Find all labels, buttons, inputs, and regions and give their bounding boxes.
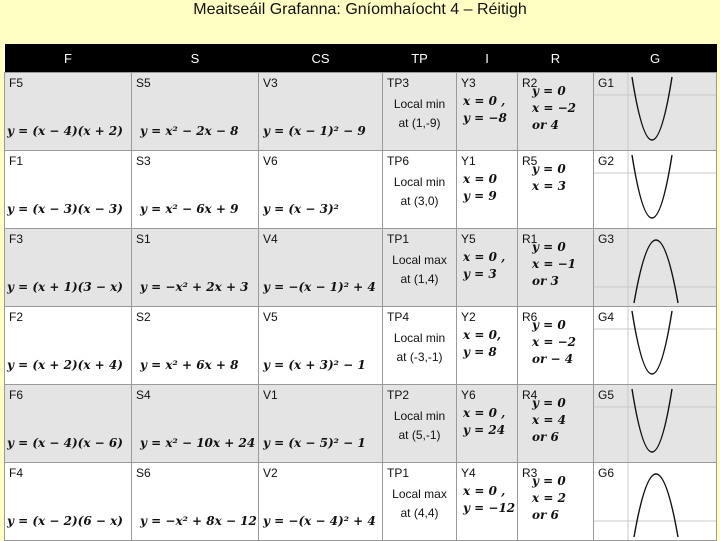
standard-code: S5 xyxy=(136,76,151,90)
roots-y: y = 0 xyxy=(532,396,566,410)
cell-roots xyxy=(518,151,594,229)
cell-completed-square xyxy=(259,151,383,229)
intercept-y: y = 24 xyxy=(463,423,506,437)
standard-equation: y = −x² + 2x + 3 xyxy=(140,280,249,294)
roots-code: R2 xyxy=(522,76,538,90)
turning-point-coords: at (1,4) xyxy=(400,272,439,286)
roots-or: or 6 xyxy=(532,430,559,444)
matching-table xyxy=(4,44,717,541)
factorised-equation: y = (x − 4)(x + 2) xyxy=(7,124,123,138)
cell-roots xyxy=(518,73,594,151)
roots-code: R6 xyxy=(522,310,538,324)
cell-intercept xyxy=(457,229,518,307)
roots-y: y = 0 xyxy=(532,240,566,254)
graph-code: G5 xyxy=(598,388,615,402)
completed-square-code: V3 xyxy=(263,76,278,90)
roots-x: x = 3 xyxy=(532,179,566,193)
cell-factorised xyxy=(5,151,132,229)
intercept-code: Y1 xyxy=(461,154,476,168)
standard-equation: y = −x² + 8x − 12 xyxy=(140,514,257,528)
cell-intercept xyxy=(457,463,518,541)
cell-turning-point xyxy=(383,73,457,151)
standard-code: S4 xyxy=(136,388,151,402)
cell-graph xyxy=(594,229,717,307)
turning-point-code: TP1 xyxy=(387,232,410,246)
roots-or: or 3 xyxy=(532,274,559,288)
graph-code: G6 xyxy=(598,466,615,480)
header-r: R xyxy=(518,44,594,73)
factorised-code: F1 xyxy=(9,154,24,168)
cell-completed-square xyxy=(259,463,383,541)
roots-y: y = 0 xyxy=(532,474,566,488)
graph-code: G3 xyxy=(598,232,615,246)
turning-point-type: Local max xyxy=(392,487,447,501)
turning-point-code: TP6 xyxy=(387,154,410,168)
header-g: G xyxy=(594,44,717,73)
standard-equation: y = x² + 6x + 8 xyxy=(140,358,239,372)
cell-turning-point xyxy=(383,307,457,385)
turning-point-type: Local min xyxy=(393,409,446,423)
cell-completed-square xyxy=(259,229,383,307)
header-f: F xyxy=(5,44,132,73)
cell-roots xyxy=(518,229,594,307)
intercept-code: Y2 xyxy=(461,310,476,324)
intercept-x: x = 0 , xyxy=(463,406,506,420)
turning-point-code: TP1 xyxy=(387,466,410,480)
cell-intercept xyxy=(457,385,518,463)
table-row xyxy=(5,73,717,151)
page-title: Meaitseáil Grafanna: Gníomhaíocht 4 – Réitigh xyxy=(193,1,527,18)
roots-x: x = −2 xyxy=(532,335,576,349)
roots-code: R1 xyxy=(522,232,538,246)
intercept-code: Y3 xyxy=(461,76,476,90)
parabola-curve xyxy=(634,474,678,537)
factorised-equation: y = (x − 3)(x − 3) xyxy=(7,202,123,216)
cell-turning-point xyxy=(383,385,457,463)
roots-y: y = 0 xyxy=(532,84,566,98)
factorised-code: F4 xyxy=(9,466,24,480)
cell-standard xyxy=(132,307,259,385)
turning-point-type: Local max xyxy=(392,253,447,267)
parabola-curve xyxy=(634,240,678,303)
table-row xyxy=(5,463,717,541)
intercept-y: y = 9 xyxy=(463,189,497,203)
factorised-equation: y = (x + 2)(x + 4) xyxy=(7,358,123,372)
factorised-code: F5 xyxy=(9,76,24,90)
cell-completed-square xyxy=(259,307,383,385)
standard-code: S1 xyxy=(136,232,151,246)
header-row xyxy=(5,44,717,73)
cell-turning-point xyxy=(383,463,457,541)
intercept-x: x = 0, xyxy=(463,328,502,342)
turning-point-coords: at (3,0) xyxy=(400,194,439,208)
factorised-code: F6 xyxy=(9,388,24,402)
completed-square-code: V6 xyxy=(263,154,278,168)
completed-square-code: V4 xyxy=(263,232,278,246)
cell-graph xyxy=(594,307,717,385)
cell-completed-square xyxy=(259,73,383,151)
factorised-code: F3 xyxy=(9,232,24,246)
cell-graph xyxy=(594,385,717,463)
cell-intercept xyxy=(457,73,518,151)
graph-code: G2 xyxy=(598,154,615,168)
turning-point-coords: at (1,-9) xyxy=(398,116,441,130)
cell-intercept xyxy=(457,307,518,385)
roots-or: or − 4 xyxy=(532,352,574,366)
roots-x: x = 2 xyxy=(532,491,566,505)
cell-standard xyxy=(132,73,259,151)
header-s: S xyxy=(132,44,259,73)
roots-code: R5 xyxy=(522,154,538,168)
header-tp: TP xyxy=(383,44,457,73)
cell-graph xyxy=(594,463,717,541)
factorised-equation: y = (x − 4)(x − 6) xyxy=(7,436,123,450)
table-row xyxy=(5,229,717,307)
intercept-code: Y5 xyxy=(461,232,476,246)
cell-standard xyxy=(132,385,259,463)
roots-x: x = −2 xyxy=(532,101,576,115)
turning-point-type: Local min xyxy=(393,97,446,111)
intercept-x: x = 0 , xyxy=(463,484,506,498)
turning-point-code: TP2 xyxy=(387,388,410,402)
cell-completed-square xyxy=(259,385,383,463)
completed-square-code: V1 xyxy=(263,388,278,402)
cell-standard xyxy=(132,151,259,229)
intercept-y: y = 3 xyxy=(463,267,497,281)
intercept-code: Y6 xyxy=(461,388,476,402)
intercept-x: x = 0 , xyxy=(463,94,506,108)
roots-x: x = 4 xyxy=(532,413,566,427)
standard-equation: y = x² − 2x − 8 xyxy=(140,124,239,138)
roots-or: or 4 xyxy=(532,118,559,132)
intercept-code: Y4 xyxy=(461,466,476,480)
standard-code: S6 xyxy=(136,466,151,480)
intercept-x: x = 0 xyxy=(463,172,497,186)
cell-roots xyxy=(518,463,594,541)
table-row xyxy=(5,151,717,229)
factorised-equation: y = (x − 2)(6 − x) xyxy=(7,514,123,528)
cell-roots xyxy=(518,307,594,385)
standard-code: S3 xyxy=(136,154,151,168)
cell-graph xyxy=(594,151,717,229)
cell-intercept xyxy=(457,151,518,229)
intercept-x: x = 0 , xyxy=(463,250,506,264)
cell-factorised xyxy=(5,229,132,307)
completed-square-code: V5 xyxy=(263,310,278,324)
cell-standard xyxy=(132,463,259,541)
completed-square-equation: y = (x − 1)² − 9 xyxy=(263,124,366,138)
completed-square-equation: y = (x − 5)² − 1 xyxy=(263,436,366,450)
cell-factorised xyxy=(5,307,132,385)
turning-point-code: TP4 xyxy=(387,310,410,324)
cell-factorised xyxy=(5,385,132,463)
header-cs: CS xyxy=(259,44,383,73)
graph-code: G1 xyxy=(598,76,615,90)
graph-code: G4 xyxy=(598,310,615,324)
cell-standard xyxy=(132,229,259,307)
roots-y: y = 0 xyxy=(532,162,566,176)
roots-or: or 6 xyxy=(532,508,559,522)
standard-equation: y = x² − 10x + 24 xyxy=(140,436,256,450)
header-i: I xyxy=(457,44,518,73)
intercept-y: y = 8 xyxy=(463,345,497,359)
intercept-y: y = −12 xyxy=(463,501,516,515)
completed-square-equation: y = (x − 3)² xyxy=(263,202,339,216)
roots-code: R4 xyxy=(522,388,538,402)
completed-square-equation: y = −(x − 4)² + 4 xyxy=(263,514,376,528)
cell-factorised xyxy=(5,463,132,541)
roots-code: R3 xyxy=(522,466,538,480)
standard-equation: y = x² − 6x + 9 xyxy=(140,202,239,216)
table-row xyxy=(5,307,717,385)
turning-point-coords: at (5,-1) xyxy=(398,428,441,442)
cell-turning-point xyxy=(383,229,457,307)
cell-graph xyxy=(594,73,717,151)
intercept-y: y = −8 xyxy=(463,111,507,125)
completed-square-equation: y = −(x − 1)² + 4 xyxy=(263,280,376,294)
turning-point-coords: at (-3,-1) xyxy=(396,350,443,364)
completed-square-code: V2 xyxy=(263,466,278,480)
table-row xyxy=(5,385,717,463)
turning-point-coords: at (4,4) xyxy=(400,506,439,520)
roots-x: x = −1 xyxy=(532,257,576,271)
turning-point-code: TP3 xyxy=(387,76,410,90)
roots-y: y = 0 xyxy=(532,318,566,332)
factorised-equation: y = (x + 1)(3 − x) xyxy=(7,280,123,294)
turning-point-type: Local min xyxy=(393,175,446,189)
standard-code: S2 xyxy=(136,310,151,324)
cell-factorised xyxy=(5,73,132,151)
cell-turning-point xyxy=(383,151,457,229)
completed-square-equation: y = (x + 3)² − 1 xyxy=(263,358,366,372)
factorised-code: F2 xyxy=(9,310,24,324)
turning-point-type: Local min xyxy=(393,331,446,345)
cell-roots xyxy=(518,385,594,463)
